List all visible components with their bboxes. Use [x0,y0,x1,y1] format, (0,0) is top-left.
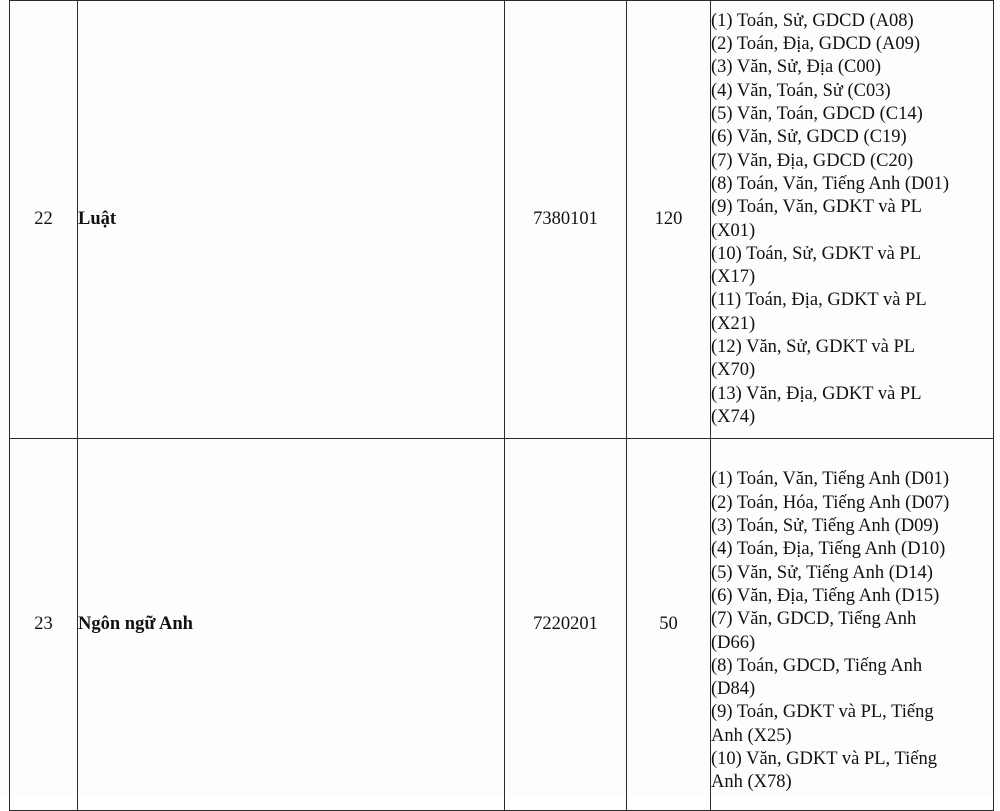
combination-line: (3) Văn, Sử, Địa (C00) [711,57,881,78]
combination-line: (X01) [711,220,756,241]
major-name: Luật [78,1,505,439]
admissions-table [9,0,994,811]
combination-line: (9) Toán, GDKT và PL, Tiếng [711,702,934,723]
table-row [10,1,994,439]
combination-line: (9) Toán, Văn, GDKT và PL [711,197,922,218]
combination-line: (8) Toán, GDCD, Tiếng Anh [711,655,923,676]
combination-line: (2) Toán, Địa, GDCD (A09) [711,34,921,55]
combination-line: (11) Toán, Địa, GDKT và PL [711,290,927,311]
combination-line: (4) Toán, Địa, Tiếng Anh (D10) [711,539,946,560]
combination-line: (5) Văn, Toán, GDCD (C14) [711,104,923,125]
combination-line: (D84) [711,679,756,700]
subject-combinations [711,439,994,811]
combination-line: (3) Toán, Sử, Tiếng Anh (D09) [711,516,939,537]
combination-line: (6) Văn, Địa, Tiếng Anh (D15) [711,585,940,606]
enrollment-quota: 120 [627,1,711,439]
combination-line: (10) Văn, GDKT và PL, Tiếng [711,748,937,769]
major-code: 7220201 [505,439,627,811]
combination-line: (4) Văn, Toán, Sử (C03) [711,80,891,101]
combination-line: (12) Văn, Sử, GDKT và PL [711,336,916,357]
combination-line: (X70) [711,360,756,381]
combination-line: (X17) [711,267,756,288]
combination-line: (5) Văn, Sử, Tiếng Anh (D14) [711,562,933,583]
combination-line: (7) Văn, Địa, GDCD (C20) [711,150,914,171]
combination-line: (1) Toán, Văn, Tiếng Anh (D01) [711,469,950,490]
row-number: 22 [10,1,78,439]
combination-line: Anh (X78) [711,772,792,793]
combination-line: (13) Văn, Địa, GDKT và PL [711,383,922,404]
combination-line: Anh (X25) [711,725,792,746]
combination-line: (8) Toán, Văn, Tiếng Anh (D01) [711,173,950,194]
subject-combinations [711,1,994,439]
enrollment-quota: 50 [627,439,711,811]
major-name: Ngôn ngữ Anh [78,439,505,811]
table-row [10,439,994,811]
combination-line: (D66) [711,632,756,653]
row-number: 23 [10,439,78,811]
combination-line: (2) Toán, Hóa, Tiếng Anh (D07) [711,492,950,513]
combination-line: (7) Văn, GDCD, Tiếng Anh [711,609,917,630]
combination-line: (1) Toán, Sử, GDCD (A08) [711,10,914,31]
combination-line: (X21) [711,313,756,334]
combination-line: (X74) [711,406,756,427]
combination-line: (10) Toán, Sử, GDKT và PL [711,243,921,264]
combination-line: (6) Văn, Sử, GDCD (C19) [711,127,907,148]
major-code: 7380101 [505,1,627,439]
